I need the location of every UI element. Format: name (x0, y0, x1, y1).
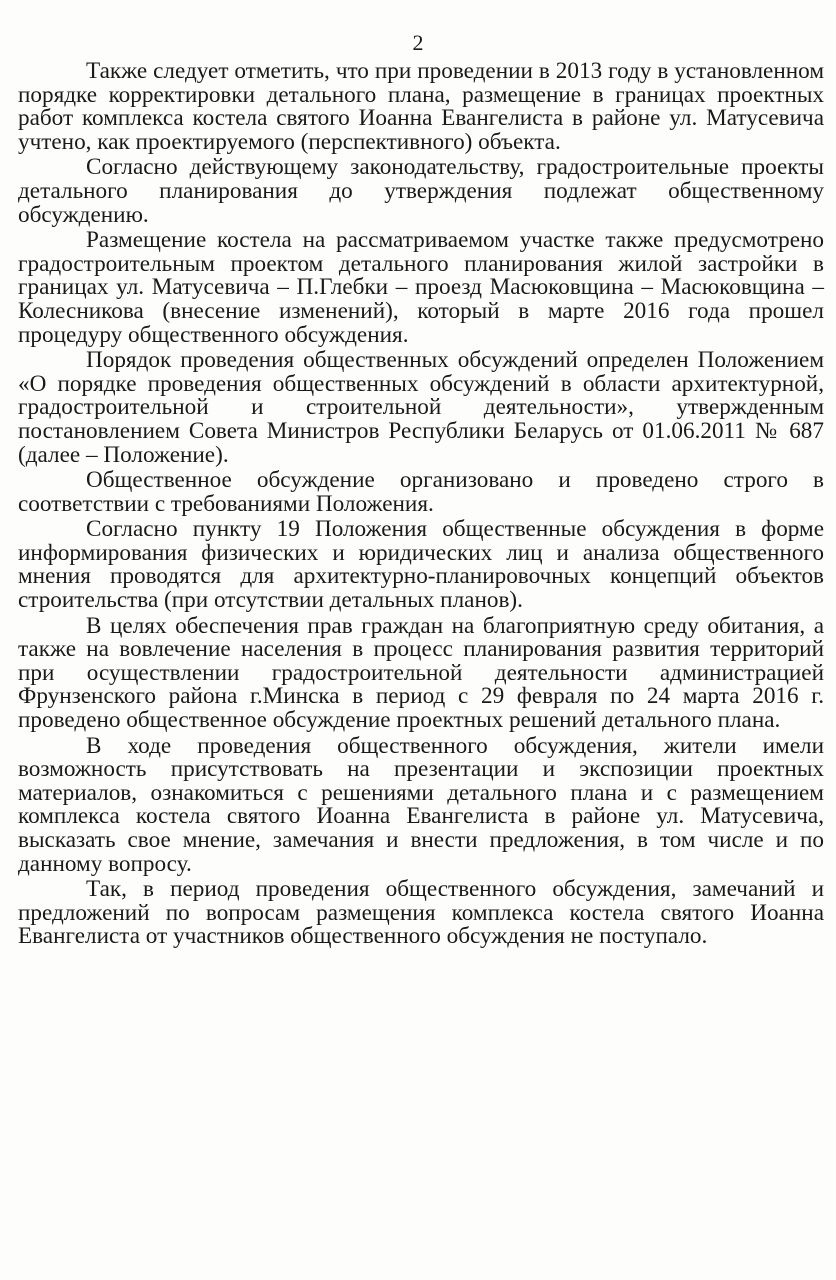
document-body (18, 60, 824, 951)
paragraph: Согласно действующему законодательству, градостроительные проекты детального планирования до утверждения подлежат общественному обсуждению. (18, 154, 824, 228)
paragraph: Также следует отметить, что при проведении в 2013 году в установленном порядке корректировки детального плана, размещение в границах проектных работ комплекса костела святого Иоанна Евангелиста в районе ул. Матусевича учтено, как проектируемого (перспективного) объекта. (18, 58, 824, 155)
page-number: 2 (412, 30, 424, 55)
paragraph: В ходе проведения общественного обсуждения, жители имели возможность присутствовать на презентации и экспозиции проектных материалов, ознакомиться с решениями детального плана и с размещением комплекса костела святого Иоанна Евангелиста в районе ул. Матусевича, высказать свое мнение, замечания и внести предложения, в том числе и по данному вопросу. (18, 732, 824, 877)
paragraph: Согласно пункту 19 Положения общественные обсуждения в форме информирования физических и юридических лиц и анализа общественного мнения проводятся для архитектурно-планировочных концепций объектов строительства (при отсутствии детальных планов). (18, 516, 824, 614)
paragraph: Размещение костела на рассматриваемом участке также предусмотрено градостроительным проектом детального планирования жилой застройки в границах ул. Матусевича – П.Глебки – проезд Масюковщина – Масюковщина – Колесникова (внесение изменений), который в марте 2016 года прошел процедуру общественного обсуждения. (18, 227, 824, 348)
paragraph: Общественное обсуждение организовано и проведено строго в соответствии с требованиями Положения. (18, 467, 824, 517)
paragraph: В целях обеспечения прав граждан на благоприятную среду обитания, а также на вовлечение населения в процесс планирования развития территорий при осуществлении градостроительной деятельности администрацией Фрунзенского района г.Минска в период с 29 февраля по 24 марта 2016 г. проведено общественное обсуждение проектных решений детального плана. (18, 612, 824, 734)
paragraph: Порядок проведения общественных обсуждений определен Положением «О порядке проведения общественных обсуждений в области архитектурной, градостроительной и строительной деятельности», утвержденным постановлением Совета Министров Республики Беларусь от 01.06.2011 № 687 (далее – Положение). (18, 347, 824, 468)
paragraph: Так, в период проведения общественного обсуждения, замечаний и предложений по вопросам размещения комплекса костела святого Иоанна Евангелиста от участников общественного обсуждения не поступало. (18, 876, 824, 950)
